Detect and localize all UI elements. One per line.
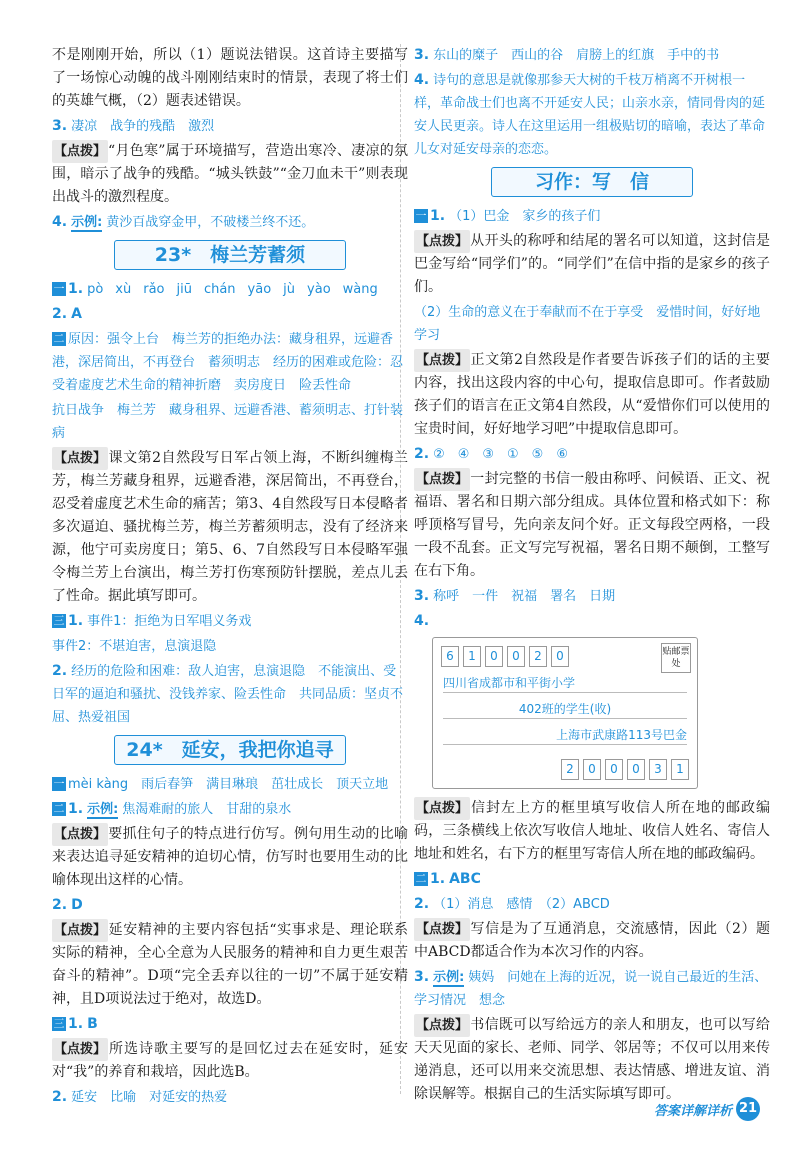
letter-writing-title: 习作：写 信 — [491, 167, 693, 197]
a1-tip: 从开头的称呼和结尾的署名可以知道，这封信是巴金写给“同学们”的。“同学们”在信中指的是家乡的孩子们。 — [414, 233, 770, 295]
r4-number: 4. — [414, 72, 430, 88]
b3-tip: 书信既可以写给远方的亲人和朋友，也可以写给天天见面的家长、老师、同学、邻居等；不仅可以用来传递消息，还可以用来交流思想、表达情感、增进友谊、消除误解等。根据自己的生活实际填写即可。 — [414, 1017, 770, 1102]
section-2-marker: 二 — [53, 332, 65, 345]
s2-answer-2: 抗日战争 梅兰芳 藏身租界、远避香港、蓄须明志、打针装病 — [52, 403, 404, 441]
s3-q1-answer-b: 事件2：不堪迫害，息演退隐 — [52, 639, 217, 654]
s2-answer: 原因：强令上台 梅兰芳的拒绝办法：藏身租界，远避香港，深居简出，不再登台 蓄须明志 经历的困难或危险：忍受着虚度艺术生命的精神折磨 卖房度日 险丢性命 — [52, 332, 404, 393]
section-1-marker: 一 — [53, 777, 65, 790]
y2-q1-tip: 要抓住句子的特点进行仿写。例句用生动的比喻来表达追寻延安精神的迫切心情，仿写时也要用生动的比喻体现出这样的心情。 — [52, 826, 408, 888]
b3-number: 3. — [414, 969, 430, 985]
section-3-marker: 三 — [53, 614, 65, 627]
q3-answer: 凄凉 战争的残酷 激烈 — [71, 119, 215, 134]
a2-answer: ② ④ ③ ① ⑤ ⑥ — [433, 447, 568, 462]
tip-label: 【点拨】 — [52, 140, 108, 163]
r3-answer: 东山的糜子 西山的谷 肩膀上的红旗 手中的书 — [433, 48, 720, 63]
s3-q1-number: 1. — [68, 613, 84, 629]
a4-tip: 信封左上方的框里填写收信人所在地的邮政编码，三条横线上依次写收信人地址、收信人姓名、寄信人地址和姓名，右下方的框里写寄信人所在地的邮政编码。 — [414, 800, 770, 862]
example-label: 示例: — [433, 970, 465, 985]
y2-q1-number: 1. — [68, 801, 84, 817]
recipient-address: 四川省成都市和平街小学 — [443, 674, 687, 693]
y3-q2-number: 2. — [52, 1089, 68, 1105]
y3-q1-tip: 所选诗歌主要写的是回忆过去在延安时，延安对“我”的养育和栽培，因此选B。 — [52, 1041, 408, 1080]
footer-label: 答案详解详析 — [653, 1103, 732, 1119]
y3-q2-answer: 延安 比喻 对延安的热爱 — [71, 1090, 228, 1105]
page-footer — [654, 1097, 760, 1121]
q4-number: 4. — [52, 214, 68, 230]
b2-number: 2. — [414, 896, 430, 912]
sender-zip: 2 0 0 0 3 1 — [561, 759, 689, 780]
p2-number: 2. — [52, 306, 68, 322]
s2-tip: 课文第2自然段写日军占领上海，不断纠缠梅兰芳，梅兰芳藏身租界，远避香港，深居简出，不再登台，忍受着虚度艺术生命的痛苦；第3、4自然段写日本侵略者多次逼迫、骚扰梅兰芳，梅兰芳蓄须明志，没有了经济来源，他宁可卖房度日；第5、6、7自然段写日本侵略军强令梅兰芳上台演出，梅兰芳打伤寒预防针摆脱，差点儿丢了性命。据此填写即可。 — [52, 450, 408, 604]
example-label: 示例: — [87, 802, 119, 817]
lesson-24-title: 24* 延安，我把你追寻 — [114, 735, 346, 765]
lesson-23-title: 23* 梅兰芳蓄须 — [114, 240, 346, 270]
tip-label: 【点拨】 — [414, 918, 470, 941]
s3-q1-answer-a: 事件1：拒绝为日军唱义务戏 — [87, 614, 252, 629]
s3-q2-number: 2. — [52, 663, 68, 679]
y3-q1-number: 1. — [68, 1016, 84, 1032]
a3-answer: 称呼 一件 祝福 署名 日期 — [433, 589, 616, 604]
r3-number: 3. — [414, 47, 430, 63]
tip-label: 【点拨】 — [414, 797, 470, 820]
p1-number: 1. — [68, 281, 84, 297]
tip-label: 【点拨】 — [414, 349, 470, 372]
s3-q2-answer: 经历的危险和困难：敌人迫害，息演退隐 不能演出、受日军的逼迫和骚扰、没钱养家、险丢性命 共同品质：坚贞不屈、热爱祖国 — [52, 664, 404, 725]
a1-number: 1. — [430, 208, 446, 224]
b1-number: 1. — [430, 871, 446, 887]
b3-answer: 姨妈 问她在上海的近况，说一说自己最近的生活、学习情况 想念 — [414, 970, 768, 1008]
q3-tip: “月色寒”属于环境描写，营造出寒冷、凄凉的氛围，暗示了战争的残酷。“城头铁鼓”“金刀血未干”则表现出战斗的激烈程度。 — [52, 143, 408, 205]
right-column — [414, 44, 770, 1108]
p2-answer: A — [71, 306, 82, 322]
tip-label: 【点拨】 — [52, 823, 108, 846]
pinyin-answers: pò xù rǎo jiū chán yāo jù yào wàng — [87, 282, 378, 297]
q3-number: 3. — [52, 118, 68, 134]
b2-answer: （1）消息 感情 （2）ABCD — [433, 897, 610, 912]
a4-number: 4. — [414, 613, 430, 629]
a2-tip: 一封完整的书信一般由称呼、问候语、正文、祝福语、署名和日期六部分组成。具体位置和格式如下：称呼顶格写冒号，先向亲友问个好。正文每段空两格，一段一段不乱套。正文写完写祝福，署名日期不颠倒，工整写在右下角。 — [414, 471, 770, 579]
tip-label: 【点拨】 — [52, 1038, 108, 1061]
y3-q1-answer: B — [87, 1016, 98, 1032]
page-number: 21 — [736, 1097, 760, 1121]
intro-text: 不是刚刚开始，所以（1）题说法错误。这首诗主要描写了一场惊心动魄的战斗刚刚结束时的情景，表现了将士们的英雄气概，（2）题表述错误。 — [52, 47, 408, 109]
y2-q2-tip: 延安精神的主要内容包括“实事求是、理论联系实际的精神，全心全意为人民服务的精神和自力更生艰苦奋斗的精神”。D项“完全丢弃以往的一切”不属于延安精神，且D项说法过于绝对，故选D。 — [52, 922, 408, 1007]
r4-answer: 诗句的意思是就像那参天大树的千枝万梢离不开树根一样，革命战士们也离不开延安人民；山亲水亲，情同骨肉的延安人民更亲。诗人在这里运用一组极贴切的暗喻，表达了革命儿女对延安母亲的恋恋。 — [414, 73, 766, 157]
b1-answer: ABC — [449, 871, 481, 887]
recipient-zip: 6 1 0 0 2 0 — [441, 646, 569, 667]
y2-q1-answer: 焦渴难耐的旅人 甘甜的泉水 — [122, 802, 292, 817]
q4-answer: 黄沙百战穿金甲，不破楼兰终不还。 — [106, 215, 315, 230]
tip-label: 【点拨】 — [414, 468, 470, 491]
sender-address: 上海市武康路113号巴金 — [443, 726, 687, 745]
tip-label: 【点拨】 — [414, 1014, 470, 1037]
y1-words: mèi kàng 雨后春笋 满目琳琅 茁壮成长 顶天立地 — [68, 777, 389, 792]
section-3-marker: 三 — [53, 1017, 65, 1030]
tip-label: 【点拨】 — [52, 447, 108, 470]
tip-label: 【点拨】 — [414, 230, 470, 253]
a1-answer: （1）巴金 家乡的孩子们 — [449, 209, 601, 224]
b2-tip: 写信是为了互通消息，交流感情，因此（2）题中ABCD都适合作为本次习作的内容。 — [414, 921, 770, 960]
y2-q2-answer: D — [71, 897, 83, 913]
stamp-box: 贴邮票处 — [661, 643, 691, 673]
section-2-marker: 二 — [415, 872, 427, 885]
section-1-marker: 一 — [415, 209, 427, 222]
section-1-marker: 一 — [53, 282, 65, 295]
recipient-name: 402班的学生(收) — [443, 700, 687, 719]
a1-answer-2: （2）生命的意义在于奉献而不在于享受 爱惜时间，好好地学习 — [414, 305, 761, 343]
tip-label: 【点拨】 — [52, 919, 108, 942]
example-label: 示例: — [71, 215, 103, 230]
left-column — [52, 44, 408, 1111]
y2-q2-number: 2. — [52, 897, 68, 913]
a2-number: 2. — [414, 446, 430, 462]
a3-number: 3. — [414, 588, 430, 604]
envelope-diagram — [432, 637, 698, 789]
a1-tip-2: 正文第2自然段是作者要告诉孩子们的话的主要内容，找出这段内容的中心句，提取信息即可。作者鼓励孩子们的语言在正文第4自然段，从“爱惜你们可以使用的宝贵时间，好好地学习吧”中提取信息即可。 — [414, 352, 770, 437]
section-2-marker: 二 — [53, 802, 65, 815]
